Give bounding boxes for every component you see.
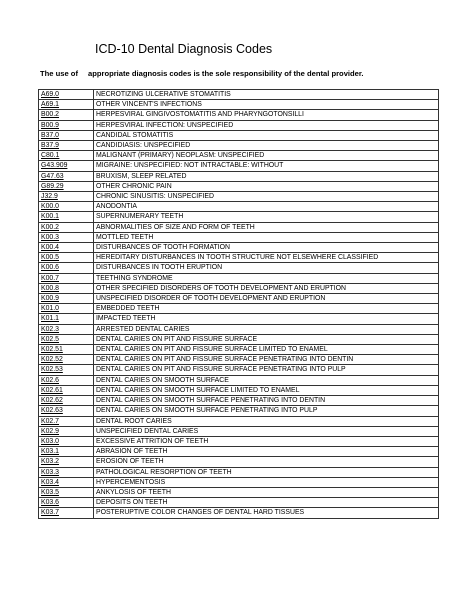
table-row [39, 447, 439, 457]
diagnosis-description: HERPESVIRAL GINGIVOSTOMATITIS AND PHARYNGOTONSILLI [94, 110, 439, 120]
diagnosis-description: DENTAL CARIES ON PIT AND FISSURE SURFACE [94, 334, 439, 344]
table-row [39, 141, 439, 151]
diagnosis-description: CANDIDIASIS: UNSPECIFIED [94, 141, 439, 151]
diagnosis-code-link[interactable]: K00.0 [39, 202, 94, 212]
diagnosis-code-link[interactable]: G89.29 [39, 181, 94, 191]
diagnosis-description: MIGRAINE: UNSPECIFIED: NOT INTRACTABLE: WITHOUT [94, 161, 439, 171]
diagnosis-code-link[interactable]: K03.2 [39, 457, 94, 467]
table-row [39, 385, 439, 395]
diagnosis-description: DENTAL ROOT CARIES [94, 416, 439, 426]
diagnosis-code-link[interactable]: K02.63 [39, 406, 94, 416]
diagnosis-description: HERPESVIRAL INFECTION: UNSPECIFIED [94, 120, 439, 130]
diagnosis-code-link[interactable]: K00.3 [39, 232, 94, 242]
diagnosis-description: ABRASION OF TEETH [94, 447, 439, 457]
table-row [39, 426, 439, 436]
diagnosis-description: EROSION OF TEETH [94, 457, 439, 467]
diagnosis-description: OTHER VINCENT'S INFECTIONS [94, 100, 439, 110]
diagnosis-code-link[interactable]: K02.53 [39, 365, 94, 375]
diagnosis-code-link[interactable]: A69.0 [39, 90, 94, 100]
table-row [39, 467, 439, 477]
table-row [39, 508, 439, 518]
diagnosis-description: DEPOSITS ON TEETH [94, 498, 439, 508]
diagnosis-description: DENTAL CARIES ON PIT AND FISSURE SURFACE PENETRATING INTO DENTIN [94, 355, 439, 365]
table-row [39, 100, 439, 110]
diagnosis-code-table [38, 89, 439, 519]
diagnosis-code-link[interactable]: K02.6 [39, 375, 94, 385]
page-title: ICD-10 Dental Diagnosis Codes [95, 42, 273, 56]
diagnosis-description: DENTAL CARIES ON PIT AND FISSURE SURFACE PENETRATING INTO PULP [94, 365, 439, 375]
table-row [39, 334, 439, 344]
diagnosis-description: DENTAL CARIES ON SMOOTH SURFACE LIMITED TO ENAMEL [94, 385, 439, 395]
table-row [39, 375, 439, 385]
diagnosis-code-link[interactable]: K00.1 [39, 212, 94, 222]
table-row [39, 324, 439, 334]
table-row [39, 273, 439, 283]
diagnosis-description: ANODONTIA [94, 202, 439, 212]
diagnosis-code-link[interactable]: B37.0 [39, 130, 94, 140]
diagnosis-description: DISTURBANCES IN TOOTH ERUPTION [94, 263, 439, 273]
diagnosis-code-link[interactable]: J32.9 [39, 192, 94, 202]
table-row [39, 294, 439, 304]
diagnosis-code-link[interactable]: G47.63 [39, 171, 94, 181]
table-row [39, 477, 439, 487]
diagnosis-description: OTHER CHRONIC PAIN [94, 181, 439, 191]
diagnosis-code-link[interactable]: K00.7 [39, 273, 94, 283]
diagnosis-description: EXCESSIVE ATTRITION OF TEETH [94, 436, 439, 446]
diagnosis-description: MOTTLED TEETH [94, 232, 439, 242]
diagnosis-code-link[interactable]: K02.5 [39, 334, 94, 344]
table-row [39, 130, 439, 140]
table-row [39, 212, 439, 222]
diagnosis-description: HYPERCEMENTOSIS [94, 477, 439, 487]
diagnosis-description: IMPACTED TEETH [94, 314, 439, 324]
diagnosis-description: NECROTIZING ULCERATIVE STOMATITIS [94, 90, 439, 100]
table-row [39, 243, 439, 253]
table-row [39, 416, 439, 426]
diagnosis-description: OTHER SPECIFIED DISORDERS OF TOOTH DEVELOPMENT AND ERUPTION [94, 283, 439, 293]
diagnosis-code-link[interactable]: B37.9 [39, 141, 94, 151]
diagnosis-code-link[interactable]: K02.7 [39, 416, 94, 426]
diagnosis-code-link[interactable]: K02.3 [39, 324, 94, 334]
table-row [39, 151, 439, 161]
diagnosis-description: CANDIDAL STOMATITIS [94, 130, 439, 140]
diagnosis-description: HEREDITARY DISTURBANCES IN TOOTH STRUCTURE NOT ELSEWHERE CLASSIFIED [94, 253, 439, 263]
diagnosis-description: PATHOLOGICAL RESORPTION OF TEETH [94, 467, 439, 477]
diagnosis-code-link[interactable]: K01.0 [39, 304, 94, 314]
diagnosis-code-link[interactable]: C80.1 [39, 151, 94, 161]
diagnosis-description: POSTERUPTIVE COLOR CHANGES OF DENTAL HARD TISSUES [94, 508, 439, 518]
table-row [39, 365, 439, 375]
diagnosis-description: DENTAL CARIES ON SMOOTH SURFACE PENETRATING INTO PULP [94, 406, 439, 416]
diagnosis-code-link[interactable]: K00.2 [39, 222, 94, 232]
table-row [39, 498, 439, 508]
table-row [39, 355, 439, 365]
notice-text: appropriate diagnosis codes is the sole responsibility of the dental provider. [87, 69, 364, 78]
diagnosis-description: ABNORMALITIES OF SIZE AND FORM OF TEETH [94, 222, 439, 232]
diagnosis-code-link[interactable]: K02.52 [39, 355, 94, 365]
diagnosis-code-link[interactable]: B00.2 [39, 110, 94, 120]
notice-lead: The use of [40, 69, 78, 78]
diagnosis-code-link[interactable]: G43.909 [39, 161, 94, 171]
diagnosis-code-link[interactable]: K02.51 [39, 345, 94, 355]
diagnosis-code-link[interactable]: K03.3 [39, 467, 94, 477]
diagnosis-description: ARRESTED DENTAL CARIES [94, 324, 439, 334]
table-row [39, 171, 439, 181]
diagnosis-code-link[interactable]: K01.1 [39, 314, 94, 324]
table-row [39, 457, 439, 467]
diagnosis-code-link[interactable]: K03.5 [39, 487, 94, 497]
diagnosis-code-link[interactable]: K00.8 [39, 283, 94, 293]
table-row [39, 283, 439, 293]
diagnosis-description: MALIGNANT (PRIMARY) NEOPLASM: UNSPECIFIED [94, 151, 439, 161]
diagnosis-code-link[interactable]: K03.6 [39, 498, 94, 508]
diagnosis-description: SUPERNUMERARY TEETH [94, 212, 439, 222]
diagnosis-description: CHRONIC SINUSITIS: UNSPECIFIED [94, 192, 439, 202]
diagnosis-description: DENTAL CARIES ON SMOOTH SURFACE PENETRATING INTO DENTIN [94, 396, 439, 406]
diagnosis-code-link[interactable]: K02.9 [39, 426, 94, 436]
table-row [39, 253, 439, 263]
table-row [39, 192, 439, 202]
diagnosis-code-rows [39, 90, 439, 519]
diagnosis-code-link[interactable]: K00.6 [39, 263, 94, 273]
table-row [39, 202, 439, 212]
diagnosis-description: DISTURBANCES OF TOOTH FORMATION [94, 243, 439, 253]
diagnosis-code-link[interactable]: K00.4 [39, 243, 94, 253]
diagnosis-description: UNSPECIFIED DISORDER OF TOOTH DEVELOPMENT AND ERUPTION [94, 294, 439, 304]
diagnosis-code-link[interactable]: A69.1 [39, 100, 94, 110]
table-row [39, 396, 439, 406]
diagnosis-description: DENTAL CARIES ON SMOOTH SURFACE [94, 375, 439, 385]
diagnosis-code-link[interactable]: K02.61 [39, 385, 94, 395]
table-row [39, 110, 439, 120]
diagnosis-code-link[interactable]: K03.7 [39, 508, 94, 518]
diagnosis-code-link[interactable]: K03.4 [39, 477, 94, 487]
diagnosis-code-link[interactable]: B00.9 [39, 120, 94, 130]
table-row [39, 314, 439, 324]
diagnosis-code-link[interactable]: K00.9 [39, 294, 94, 304]
table-row [39, 161, 439, 171]
diagnosis-description: DENTAL CARIES ON PIT AND FISSURE SURFACE LIMITED TO ENAMEL [94, 345, 439, 355]
diagnosis-description: BRUXISM, SLEEP RELATED [94, 171, 439, 181]
table-row [39, 181, 439, 191]
diagnosis-code-link[interactable]: K03.1 [39, 447, 94, 457]
diagnosis-code-link[interactable]: K00.5 [39, 253, 94, 263]
table-row [39, 232, 439, 242]
table-row [39, 345, 439, 355]
diagnosis-description: ANKYLOSIS OF TEETH [94, 487, 439, 497]
diagnosis-description: TEETHING SYNDROME [94, 273, 439, 283]
table-row [39, 436, 439, 446]
table-row [39, 222, 439, 232]
table-row [39, 90, 439, 100]
diagnosis-description: UNSPECIFIED DENTAL CARIES [94, 426, 439, 436]
diagnosis-code-link[interactable]: K02.62 [39, 396, 94, 406]
table-row [39, 304, 439, 314]
diagnosis-description: EMBEDDED TEETH [94, 304, 439, 314]
table-row [39, 263, 439, 273]
table-row [39, 120, 439, 130]
diagnosis-code-link[interactable]: K03.0 [39, 436, 94, 446]
table-row [39, 406, 439, 416]
table-row [39, 487, 439, 497]
responsibility-notice [40, 69, 364, 78]
